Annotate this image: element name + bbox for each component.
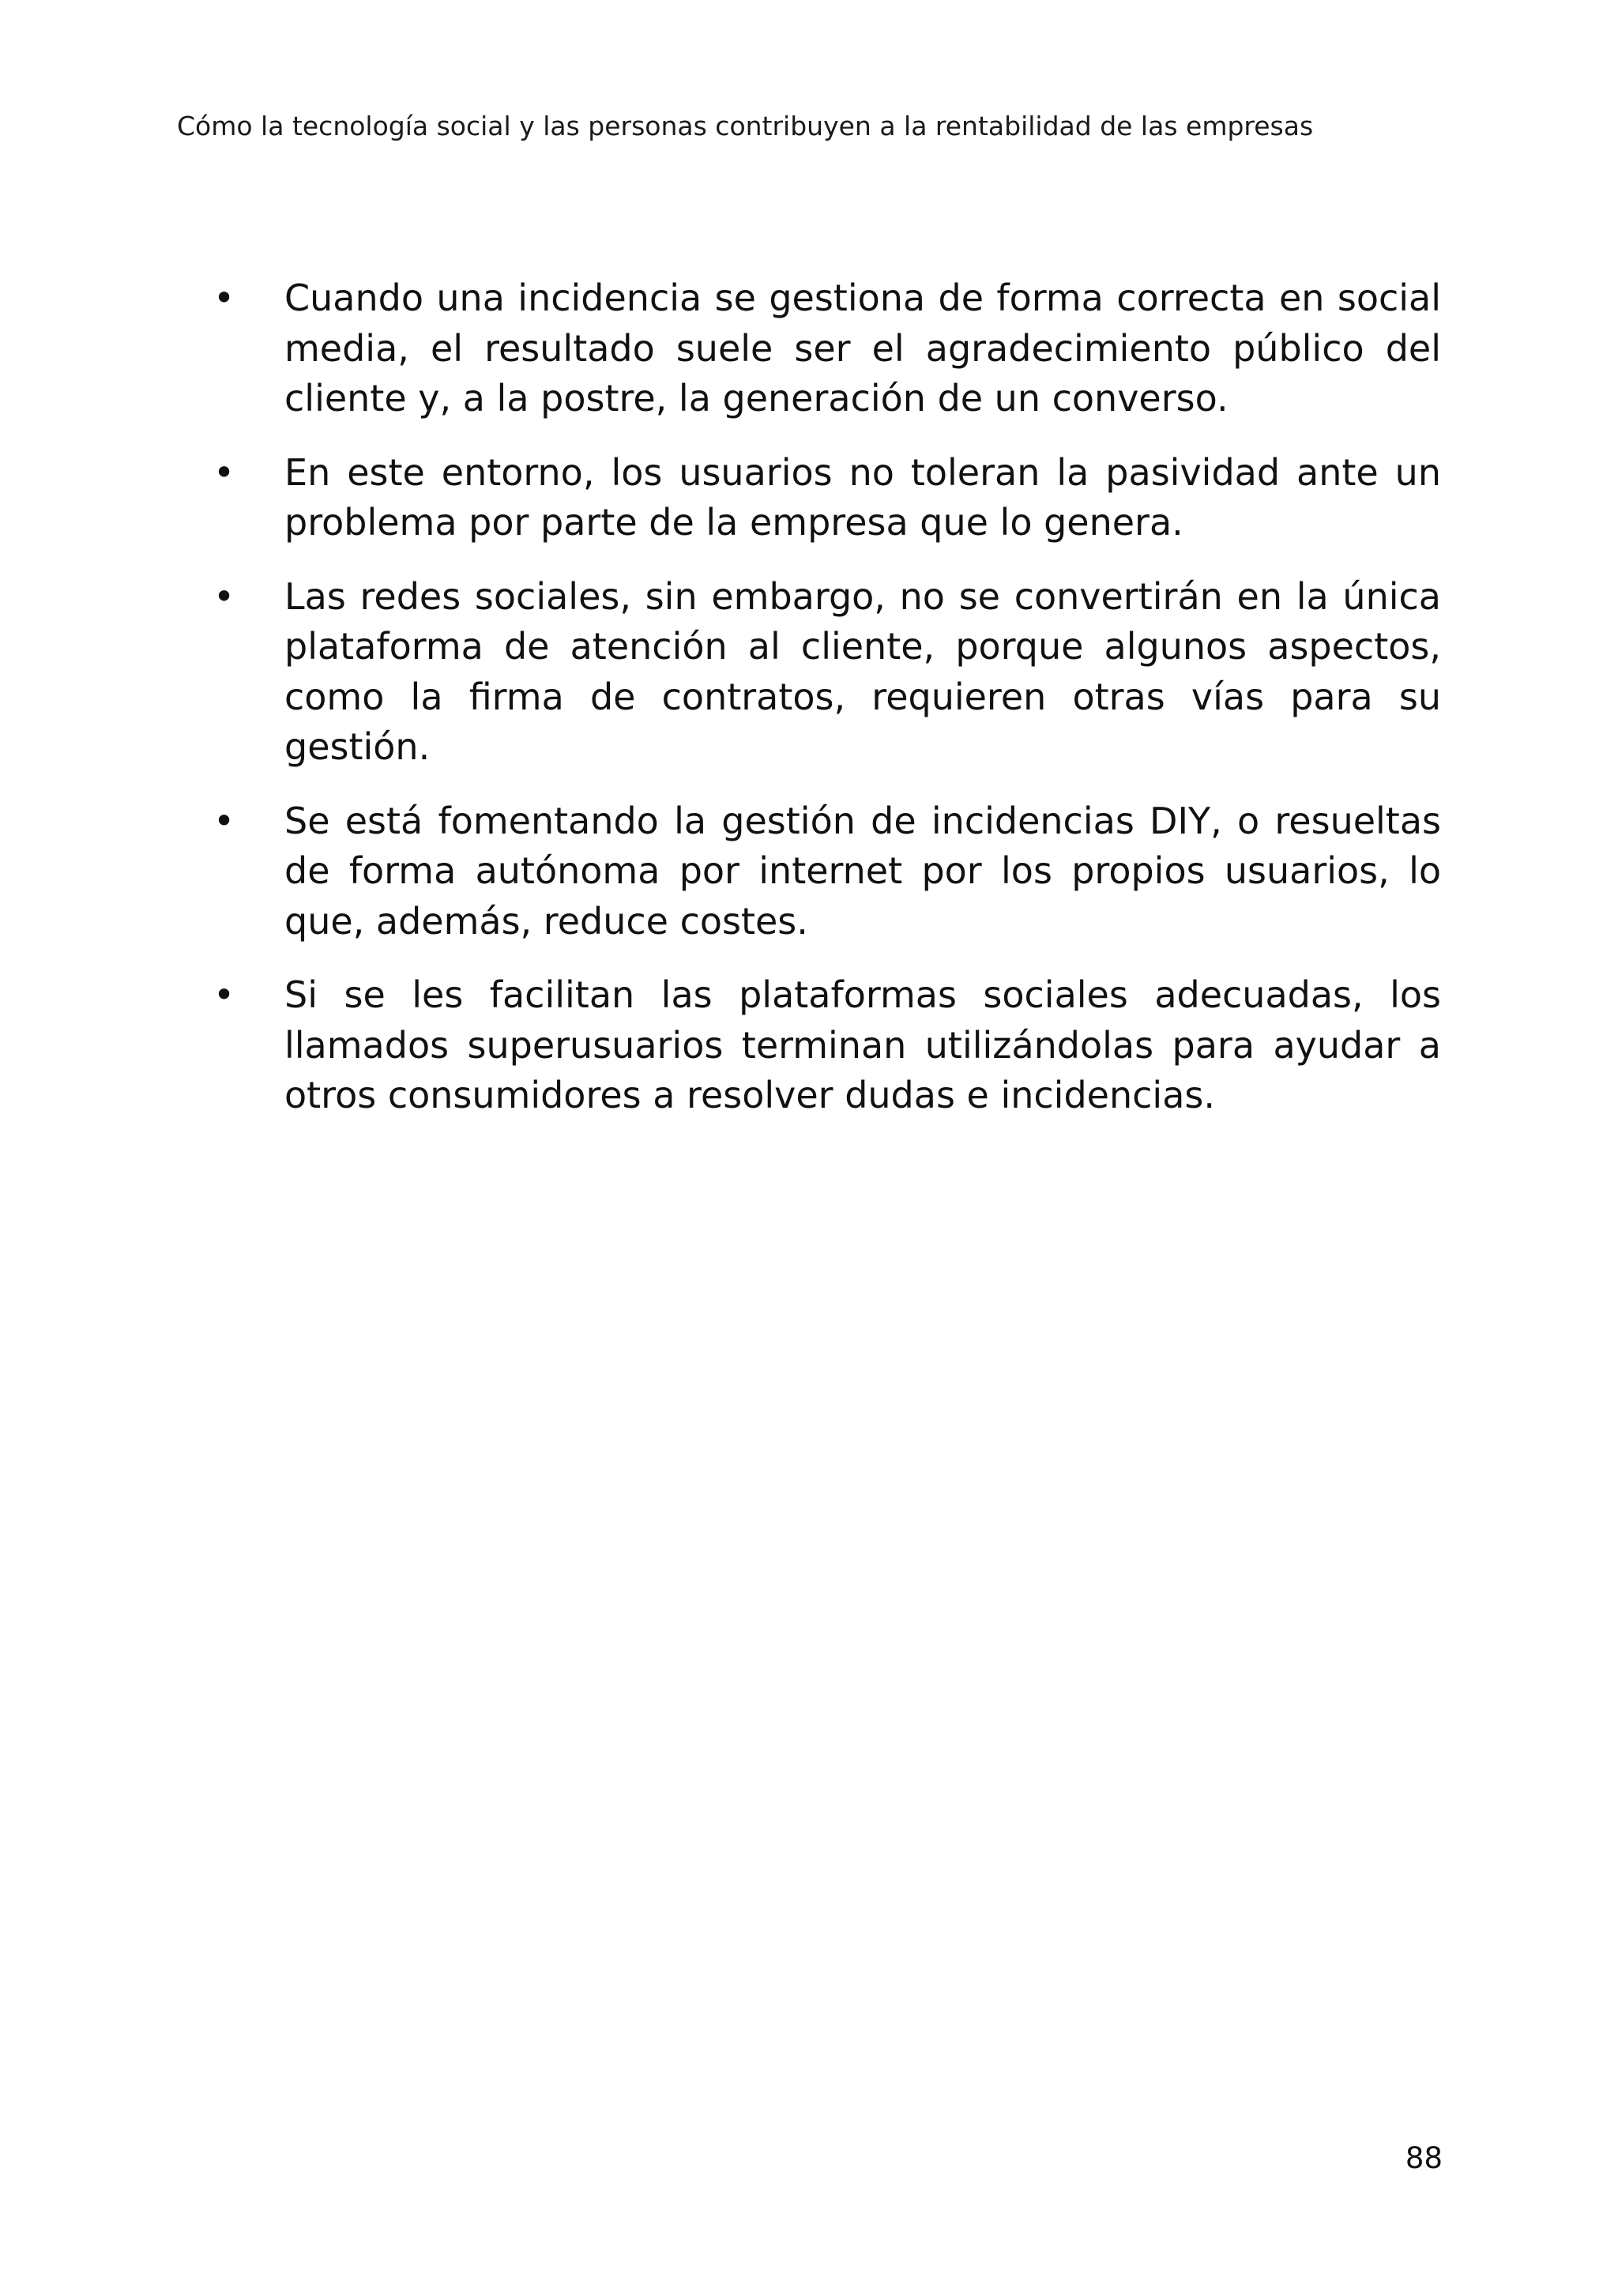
bullet-text: Las redes sociales, sin embargo, no se convertirán en la única plataforma de atención al cliente, porque algunos aspectos, como la firma de contratos, requieren otras vías para su gestión. <box>284 574 1441 768</box>
page-number: 88 <box>1405 2141 1443 2175</box>
bullet-point-icon: • <box>213 277 235 319</box>
list-item <box>212 273 1441 424</box>
list-item <box>212 796 1441 947</box>
bullet-text: Cuando una incidencia se gestiona de forma correcta en social media, el resultado suele ser el agradecimiento público del cliente y, a la postre, la generación de un converso. <box>284 277 1441 420</box>
running-header: Cómo la tecnología social y las personas contribuyen a la rentabilidad de las empresas <box>177 111 1314 141</box>
bullet-text: En este entorno, los usuarios no toleran la pasividad ante un problema por parte de la empresa que lo genera. <box>284 450 1441 544</box>
bullet-list <box>212 273 1441 1145</box>
bullet-point-icon: • <box>213 973 235 1016</box>
bullet-text: Se está fomentando la gestión de incidencias DIY, o resueltas de forma autónoma por internet por los propios usuarios, lo que, además, reduce costes. <box>284 799 1441 943</box>
bullet-point-icon: • <box>213 574 235 618</box>
list-item <box>212 572 1441 773</box>
bullet-point-icon: • <box>213 799 235 842</box>
bullet-point-icon: • <box>213 450 235 494</box>
list-item <box>212 448 1441 548</box>
list-item <box>212 970 1441 1121</box>
bullet-text: Si se les facilitan las plataformas sociales adecuadas, los llamados superusuarios terminan utilizándolas para ayudar a otros consumidores a resolver dudas e incidencias. <box>284 973 1441 1116</box>
